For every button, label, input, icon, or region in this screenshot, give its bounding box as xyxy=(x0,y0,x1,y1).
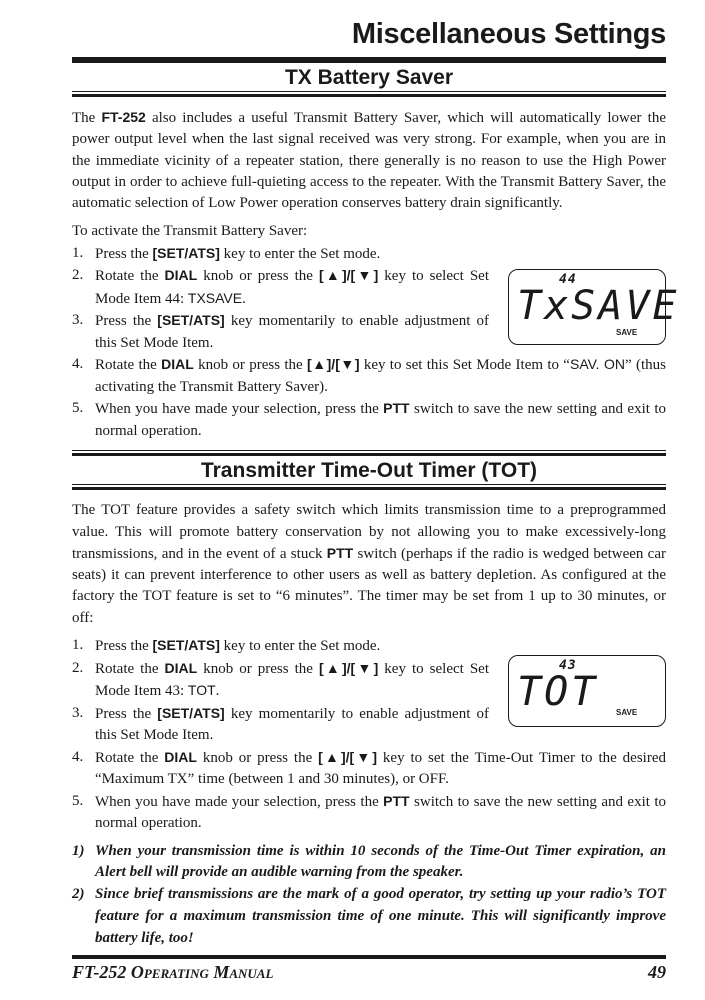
key-name: PTT xyxy=(383,400,410,417)
key-name: [SET/ATS] xyxy=(152,244,220,261)
step: 1. Press the [SET/ATS] key to enter the Set mode. xyxy=(72,244,381,262)
key-name: DIAL xyxy=(164,659,198,676)
manual-name: FT-252 Operating Manual xyxy=(72,961,274,982)
step: 4. Rotate the DIAL knob or press the [▲]/[▼] key to set the Time-Out Timer to the desired “Maximum TX” time (between 1 and 30 minutes), or OFF. xyxy=(72,748,666,788)
step: 4. Rotate the DIAL knob or press the [▲]/[▼] key to set this Set Mode Item to “SAV. ON” (thus activating the Transmit Battery Saver). xyxy=(72,356,667,395)
step: 3. Press the [SET/ATS] key momentarily to enable adjustment of this Set Mode Item. xyxy=(72,704,490,744)
lcd-display-tot xyxy=(508,655,666,727)
tx-saver-steps xyxy=(72,243,680,443)
model-name: FT-252 xyxy=(101,109,146,125)
section-heading-tot: Transmitter Time-Out Timer (TOT) xyxy=(200,459,538,483)
lcd-save-badge: SAVE xyxy=(616,708,638,718)
section-heading-tx-battery-saver: TX Battery Saver xyxy=(284,66,454,89)
key-name: DIAL xyxy=(161,356,194,373)
note: 1) When your transmission time is within 10 seconds of the Time-Out Timer expiration, an Alert bell will provide an audible warning from the speaker. xyxy=(72,842,666,881)
key-name: [▲]/[▼] xyxy=(318,748,378,765)
key-name: [SET/ATS] xyxy=(152,637,220,654)
tot-intro: The TOT feature provides a safety switch which limits transmission time to a preprogrammed value. This will promote battery conservation by not allowing you to make excessively-long transmissions, and in the event of a stuck PTT switch (perhaps if the radio is wedged between car seats) it can prevent interference to other users as well as battery depletion. As configured at the factory the TOT feature is set to “6 minutes”. The timer may be set from 1 up to 30 minutes, or off: xyxy=(72,502,666,626)
key-name: [▲]/[▼] xyxy=(318,267,379,284)
lcd-display-txsave xyxy=(508,269,680,345)
lcd-text: TOT xyxy=(517,669,599,716)
key-name: [SET/ATS] xyxy=(157,704,225,721)
tot-steps xyxy=(72,635,666,835)
step: 5. When you have made your selection, press the PTT switch to save the new setting and exit to normal operation. xyxy=(72,792,666,832)
tot-notes xyxy=(72,841,666,950)
lcd-item-number: 43 xyxy=(559,658,577,674)
section-rule xyxy=(72,450,666,456)
manual-page xyxy=(72,14,680,950)
step: 1. Press the [SET/ATS] key to enter the Set mode. xyxy=(72,637,381,655)
lcd-save-badge: SAVE xyxy=(616,327,638,337)
key-name: DIAL xyxy=(164,748,197,765)
page-number: 49 xyxy=(648,961,666,982)
tx-saver-lead: To activate the Transmit Battery Saver: xyxy=(72,223,308,240)
title-rule xyxy=(72,57,666,63)
step: 2. Rotate the DIAL knob or press the [▲]/[▼] key to select Set Mode Item 44: TXSAVE. xyxy=(72,267,489,307)
section-rule xyxy=(72,91,666,97)
lcd-text: TxSAVE xyxy=(517,282,680,329)
key-name: DIAL xyxy=(164,267,198,284)
page-footer xyxy=(72,959,666,985)
step: 2. Rotate the DIAL knob or press the [▲]/[▼] key to select Set Mode Item 43: TOT. xyxy=(72,659,489,700)
lcd-item-number: 44 xyxy=(559,271,577,287)
key-name: PTT xyxy=(383,792,410,809)
menu-value: SAV. ON xyxy=(569,356,626,373)
section-rule xyxy=(72,484,666,490)
key-name: [▲]/[▼] xyxy=(318,659,379,676)
tx-saver-intro: The FT-252 also includes a useful Transmit Battery Saver, which will automatically lower the power output level when the last signal received was very strong. For example, when you are in the immediate vicinity of a repeater station, there generally is no reason to use the High Power output in order to achieve full-quieting access to the repeater. With the Transmit Battery Saver, the automatic selection of Low Power operation conserves battery drain significantly. xyxy=(72,109,666,212)
menu-item-name: TXSAVE xyxy=(187,289,243,306)
key-name: [SET/ATS] xyxy=(157,312,225,329)
menu-item-name: TOT xyxy=(187,682,216,699)
key-name: [▲]/[▼] xyxy=(307,356,360,373)
key-name: PTT xyxy=(326,544,354,561)
step: 5. When you have made your selection, press the PTT switch to save the new setting and exit to normal operation. xyxy=(72,400,666,439)
note: 2) Since brief transmissions are the mark of a good operator, try setting up your radio’s TOT feature for a maximum transmission time of one minute. This will significantly improve battery life, too! xyxy=(72,886,666,946)
step: 3. Press the [SET/ATS] key momentarily to enable adjustment of this Set Mode Item. xyxy=(72,312,490,351)
page-title: Miscellaneous Settings xyxy=(351,18,666,50)
